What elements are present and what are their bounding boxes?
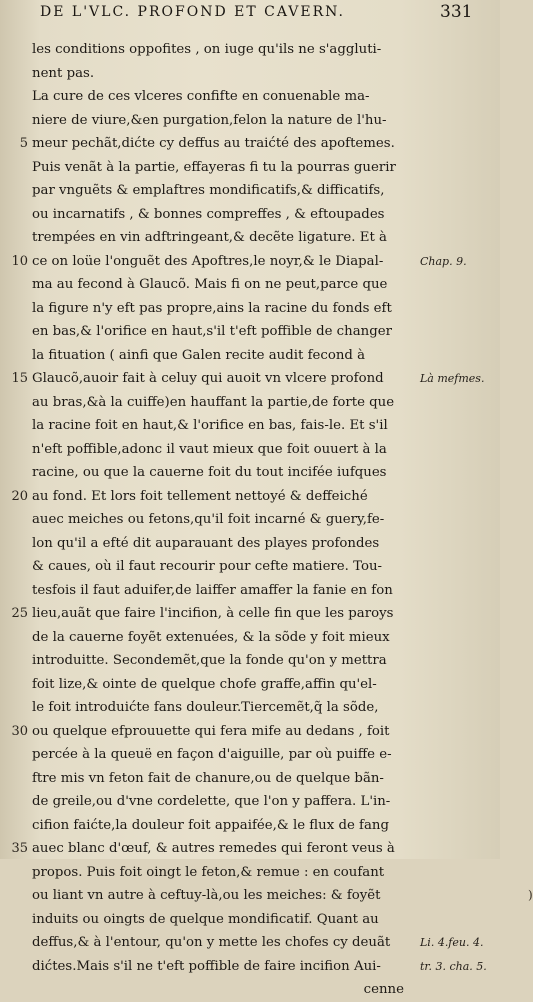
line-text: Glaucõ,auoir fait à celuy qui auoit vn vlcere profond [32,371,384,386]
line-text: la fituation ( ainfi que Galen recite audit fecond à [32,347,366,363]
line-text: la figure n'y eft pas propre,ains la racine du fonds eft [32,300,392,316]
line-text: auec blanc d'œuf, & autres remedes qui feront veus à [32,841,395,856]
line-text: introduitte. Secondemẽt,que la fonde qu'on y mettra [32,653,387,668]
text-line [11,720,414,744]
line-text: ma au fecond à Glaucõ. Mais fi on ne peut,parce que [32,277,388,292]
text-line [32,673,414,697]
line-text: auec meiches ou fetons,qu'il foit incarné & guery,fe- [32,512,385,527]
line-text: ou liant vn autre à ceftuy-là,ou les meiches: & foyẽt [32,888,381,903]
text-line [32,297,414,321]
line-number: 5 [19,136,28,151]
text-line [11,837,414,861]
line-text: propos. Puis foit oingt le feton,& remue : en coufant [32,864,385,880]
text-line [32,884,533,908]
text-line [32,203,414,227]
text-line [32,532,414,556]
text-line [32,320,414,344]
text-line [11,602,414,626]
text-line [32,62,414,86]
line-text: ou incarnatifs , & bonnes compreffes , & eftoupades [32,206,385,222]
line-text: niere de viure,&en purgation,felon la nature de l'hu- [32,112,387,128]
text-line [32,861,414,885]
line-number: 10 [11,253,28,269]
line-text: en bas,& l'orifice en haut,s'il t'eft poffible de changer [32,324,392,339]
margin-note: Chap. 9. [420,254,467,268]
line-number: 35 [11,841,28,856]
text-line [32,696,414,720]
line-text: racine, ou que la cauerne foit du tout incifée iufques [32,465,387,480]
line-text: percée à la queuë en façon d'aiguille, par où puiffe e- [32,747,392,762]
line-text: tesfois il faut aduifer,de laiffer amaffer la fanie en fon [32,582,393,598]
text-line [32,814,414,838]
line-text: & caues, où il faut recourir pour cefte matiere. Tou- [32,559,383,574]
line-number: 15 [11,371,28,386]
line-text: au bras,&à la cuiffe)en hauffant la partie,de forte que [32,394,395,410]
line-text: par vnguẽts & emplaftres mondificatifs,& difficatifs, [32,183,385,198]
text-line [32,273,414,297]
line-text: lon qu'il a efté dit auparauant des playes profondes [32,535,380,551]
margin-note: Li. 4.feu. 4. [420,936,484,949]
line-text: de greile,ou d'vne cordelette, que l'on y paffera. L'in- [32,794,391,809]
text-line [32,908,414,932]
page-number: 331 [440,2,473,22]
text-line [32,579,414,603]
text-line [32,85,414,109]
line-text: La cure de ces vlceres confifte en conuenable ma- [32,89,370,104]
text-line [32,649,414,673]
text-line [32,790,414,814]
text-line [32,767,414,791]
line-text: n'eft poffible,adonc il vaut mieux que foit ouuert à la [32,441,387,457]
line-text: lieu,auãt que faire l'incifion, à celle fin que les paroys [32,606,394,621]
body-text [11,38,533,1002]
margin-mark: ) [528,888,533,902]
line-text: foit lize,& ointe de quelque chofe graffe,affin qu'el- [32,676,377,692]
line-number: 30 [11,723,28,739]
text-line [32,555,414,579]
line-text: les conditions oppofites , on iuge qu'ils ne s'aggluti- [32,42,382,57]
text-line [32,38,414,62]
text-line [11,250,467,274]
line-text: de la cauerne foyẽt extenuées, & la sõde y foit mieux [32,629,390,645]
running-title: DE L'VLC. PROFOND ET CAVERN. [40,4,345,20]
margin-note: tr. 3. cha. 5. [420,959,487,973]
text-line [32,414,414,438]
line-text: au fond. Et lors foit tellement nettoyé & deffeiché [32,488,368,504]
line-text: ftre mis vn feton fait de chanure,ou de quelque bãn- [32,770,384,786]
text-line [32,626,414,650]
text-line [32,438,414,462]
text-line [19,132,414,156]
line-text: meur pechãt,dićte cy deffus au traićté des apoftemes. [32,136,395,151]
line-text: induits ou oingts de quelque mondificatif. Quant au [32,911,379,927]
text-line [32,955,487,979]
line-text: Puis venãt à la partie, effayeras fi tu la pourras guerir [32,159,396,175]
text-line [32,156,414,180]
line-text: la racine foit en haut,& l'orifice en bas, fais-le. Et s'il [32,418,388,433]
line-text: cifion faićte,la douleur foit appaifée,& le flux de fang [32,817,389,833]
text-line [32,461,414,485]
line-text: le foit introduićte fans douleur.Tiercemẽt,q̃ la sõde, [32,700,379,715]
text-line [32,344,414,368]
text-line [32,743,414,767]
text-line [32,508,414,532]
text-line [11,367,485,391]
line-text: deffus,& à l'entour, qu'on y mette les chofes cy deuãt [32,935,391,950]
line-number: 25 [11,606,28,621]
text-line [11,485,414,509]
text-line [32,391,414,415]
margin-note: Là mefmes. [420,372,485,385]
line-number: 20 [11,488,28,504]
text-line [32,109,414,133]
line-text: ou quelque efprouuette qui fera mife au dedans , foit [32,723,390,739]
line-text: nent pas. [32,65,95,81]
line-text: dićtes.Mais s'il ne t'eft poffible de faire incifion Aui- [32,958,381,974]
catchword: cenne [363,982,404,997]
text-line [32,226,414,250]
line-text: ce on loüe l'onguẽt des Apoftres,le noyr,& le Diapal- [32,253,384,269]
text-line [32,931,484,955]
line-text: trempées en vin adftringeant,& decẽte ligature. Et à [32,230,387,245]
text-line [32,179,414,203]
